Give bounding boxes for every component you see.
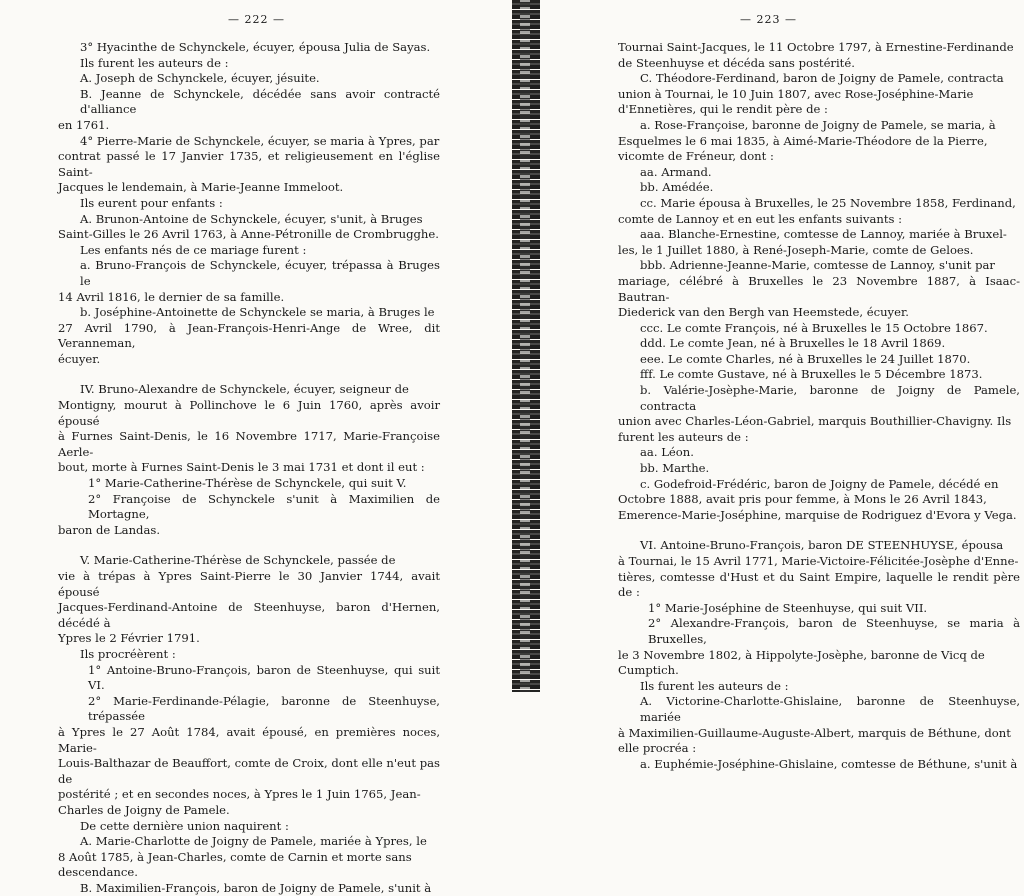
text-line: mariage, célébré à Bruxelles le 23 Novembre 1887, à Isaac-Bautran-: [618, 273, 1020, 304]
text-line: comte de Lannoy et en eut les enfants suivants :: [618, 211, 903, 226]
right-page-text: [618, 40, 1020, 772]
book-gutter: [512, 0, 540, 692]
page-number: — 223 —: [740, 12, 797, 28]
text-line: De cette dernière union naquirent :: [80, 818, 289, 833]
text-line: 4° Pierre-Marie de Schynckele, écuyer, se maria à Ypres, par: [80, 133, 440, 148]
text-line: Montigny, mourut à Pollinchove le 6 Juin 1760, après avoir épousé: [58, 398, 440, 428]
text-line: Louis-Balthazar de Beauffort, comte de Croix, dont elle n'eut pas de: [58, 756, 440, 786]
text-line: Jacques le lendemain, à Marie-Jeanne Immeloot.: [58, 180, 344, 195]
text-line: a. Bruno-François de Schynckele, écuyer, trépassa à Bruges le: [80, 258, 440, 288]
text-line: a. Rose-Françoise, baronne de Joigny de Pamele, se maria, à: [640, 117, 996, 132]
text-line: Jacques-Ferdinand-Antoine de Steenhuyse, baron d'Hernen, décédé à: [58, 600, 440, 630]
text-line: cc. Marie épousa à Bruxelles, le 25 Novembre 1858, Ferdinand,: [640, 195, 1016, 210]
text-line: à Tournai, le 15 Avril 1771, Marie-Victoire-Félicitée-Josèphe d'Enne-: [618, 554, 1019, 568]
text-line: Tournai Saint-Jacques, le 11 Octobre 1797, à Ernestine-Ferdinande: [618, 40, 1014, 54]
text-line: A. Joseph de Schynckele, écuyer, jésuite.: [80, 71, 320, 86]
text-line: bb. Amédée.: [640, 180, 714, 195]
paragraph-spacer: [618, 523, 1020, 538]
page-number: — 222 —: [228, 12, 285, 28]
text-line: B. Maximilien-François, baron de Joigny de Pamele, s'unit à: [80, 880, 432, 895]
text-line: en 1761.: [58, 117, 110, 132]
text-line: ccc. Le comte François, né à Bruxelles le 15 Octobre 1867.: [640, 320, 988, 335]
text-line: d'Ennetières, qui le rendit père de :: [618, 102, 828, 117]
paragraph-spacer: [58, 538, 440, 553]
text-line: c. Godefroid-Frédéric, baron de Joigny de Pamele, décédé en: [640, 476, 999, 491]
text-line: 27 Avril 1790, à Jean-François-Henri-Ange de Wree, dit Veranneman,: [58, 320, 440, 351]
text-line: A. Marie-Charlotte de Joigny de Pamele, mariée à Ypres, le: [80, 834, 427, 849]
text-line: union à Tournai, le 10 Juin 1807, avec Rose-Joséphine-Marie: [618, 86, 974, 101]
text-line: 2° Françoise de Schynckele s'unit à Maximilien de Mortagne,: [88, 491, 440, 522]
left-page: [0, 0, 512, 895]
text-line: Octobre 1888, avait pris pour femme, à Mons le 26 Avril 1843,: [618, 492, 987, 507]
text-line: furent les auteurs de :: [618, 429, 749, 444]
text-line: à Maximilien-Guillaume-Auguste-Albert, marquis de Béthune, dont: [618, 725, 1011, 740]
text-line: IV. Bruno-Alexandre de Schynckele, écuyer, seigneur de: [80, 382, 409, 397]
text-line: 1° Antoine-Bruno-François, baron de Steenhuyse, qui suit VI.: [88, 662, 440, 693]
text-line: vicomte de Fréneur, dont :: [618, 149, 774, 164]
text-line: à Ypres le 27 Août 1784, avait épousé, en premières noces, Marie-: [58, 724, 440, 755]
text-line: de Steenhuyse et décéda sans postérité.: [618, 55, 855, 70]
text-line: 1° Marie-Joséphine de Steenhuyse, qui suit VII.: [648, 600, 928, 615]
text-line: Diederick van den Bergh van Heemstede, écuyer.: [618, 305, 909, 320]
text-line: VI. Antoine-Bruno-François, baron DE STEENHUYSE, épousa: [640, 538, 1004, 553]
text-line: contrat passé le 17 Janvier 1735, et religieusement en l'église Saint-: [58, 149, 440, 179]
text-line: bb. Marthe.: [640, 461, 710, 476]
text-line: écuyer.: [58, 351, 101, 366]
text-line: les, le 1 Juillet 1880, à René-Joseph-Marie, comte de Geloes.: [618, 242, 974, 257]
text-line: Saint-Gilles le 26 Avril 1763, à Anne-Pétronille de Crombrugghe.: [58, 227, 439, 242]
text-line: Cumptich.: [618, 663, 679, 678]
text-line: 1° Marie-Catherine-Thérèse de Schynckele, qui suit V.: [88, 476, 407, 491]
text-line: elle procréa :: [618, 741, 697, 756]
text-line: 2° Marie-Ferdinande-Pélagie, baronne de Steenhuyse, trépassée: [88, 693, 440, 724]
text-line: bbb. Adrienne-Jeanne-Marie, comtesse de Lannoy, s'unit par: [640, 258, 995, 273]
text-line: descendance.: [58, 865, 138, 880]
right-page: [540, 0, 1024, 771]
text-line: Charles de Joigny de Pamele.: [58, 802, 230, 817]
text-line: eee. Le comte Charles, né à Bruxelles le 24 Juillet 1870.: [640, 351, 971, 366]
text-line: 8 Août 1785, à Jean-Charles, comte de Carnin et morte sans: [58, 849, 412, 864]
text-line: vie à trépas à Ypres Saint-Pierre le 30 Janvier 1744, avait épousé: [58, 569, 440, 599]
left-page-text: [58, 40, 440, 896]
text-line: Ils furent les auteurs de :: [80, 55, 229, 70]
text-line: A. Victorine-Charlotte-Ghislaine, baronne de Steenhuyse, mariée: [640, 694, 1020, 724]
text-line: A. Brunon-Antoine de Schynckele, écuyer, s'unit, à Bruges: [80, 211, 423, 226]
text-line: baron de Landas.: [58, 522, 161, 537]
text-line: aa. Armand.: [640, 164, 712, 179]
text-line: à Furnes Saint-Denis, le 16 Novembre 1717, Marie-Françoise Aerle-: [58, 429, 440, 459]
text-line: Ils furent les auteurs de :: [640, 678, 789, 693]
text-line: Les enfants nés de ce mariage furent :: [80, 242, 307, 257]
text-line: le 3 Novembre 1802, à Hippolyte-Josèphe, baronne de Vicq de: [618, 647, 985, 662]
text-line: b. Valérie-Josèphe-Marie, baronne de Joigny de Pamele, contracta: [640, 383, 1020, 413]
text-line: tières, comtesse d'Hust et du Saint Empire, laquelle le rendit père de :: [618, 569, 1020, 600]
text-line: Ils procréèrent :: [80, 646, 176, 661]
text-line: aa. Léon.: [640, 445, 694, 460]
text-line: V. Marie-Catherine-Thérèse de Schynckele, passée de: [80, 553, 396, 568]
text-line: 2° Alexandre-François, baron de Steenhuyse, se maria à Bruxelles,: [648, 616, 1020, 646]
text-line: Esquelmes le 6 mai 1835, à Aimé-Marie-Théodore de la Pierre,: [618, 133, 988, 148]
text-line: aaa. Blanche-Ernestine, comtesse de Lannoy, mariée à Bruxel-: [640, 227, 1007, 242]
text-line: b. Joséphine-Antoinette de Schynckele se maria, à Bruges le: [80, 305, 435, 320]
text-line: Ypres le 2 Février 1791.: [58, 631, 200, 646]
text-line: Ils eurent pour enfants :: [80, 195, 223, 210]
text-line: B. Jeanne de Schynckele, décédée sans avoir contracté d'alliance: [80, 86, 440, 117]
text-line: 14 Avril 1816, le dernier de sa famille.: [58, 289, 285, 304]
paragraph-spacer: [58, 367, 440, 382]
text-line: fff. Le comte Gustave, né à Bruxelles le 5 Décembre 1873.: [640, 367, 983, 382]
text-line: bout, morte à Furnes Saint-Denis le 3 mai 1731 et dont il eut :: [58, 460, 425, 475]
text-line: 3° Hyacinthe de Schynckele, écuyer, épousa Julia de Sayas.: [80, 40, 431, 54]
text-line: postérité ; et en secondes noces, à Ypres le 1 Juin 1765, Jean-: [58, 787, 421, 802]
text-line: union avec Charles-Léon-Gabriel, marquis Bouthillier-Chavigny. Ils: [618, 414, 1012, 429]
text-line: ddd. Le comte Jean, né à Bruxelles le 18 Avril 1869.: [640, 336, 946, 351]
text-line: C. Théodore-Ferdinand, baron de Joigny de Pamele, contracta: [640, 71, 1004, 86]
text-line: a. Euphémie-Joséphine-Ghislaine, comtesse de Béthune, s'unit à: [640, 756, 1018, 771]
text-line: Emerence-Marie-Joséphine, marquise de Rodriguez d'Evora y Vega.: [618, 507, 1017, 522]
